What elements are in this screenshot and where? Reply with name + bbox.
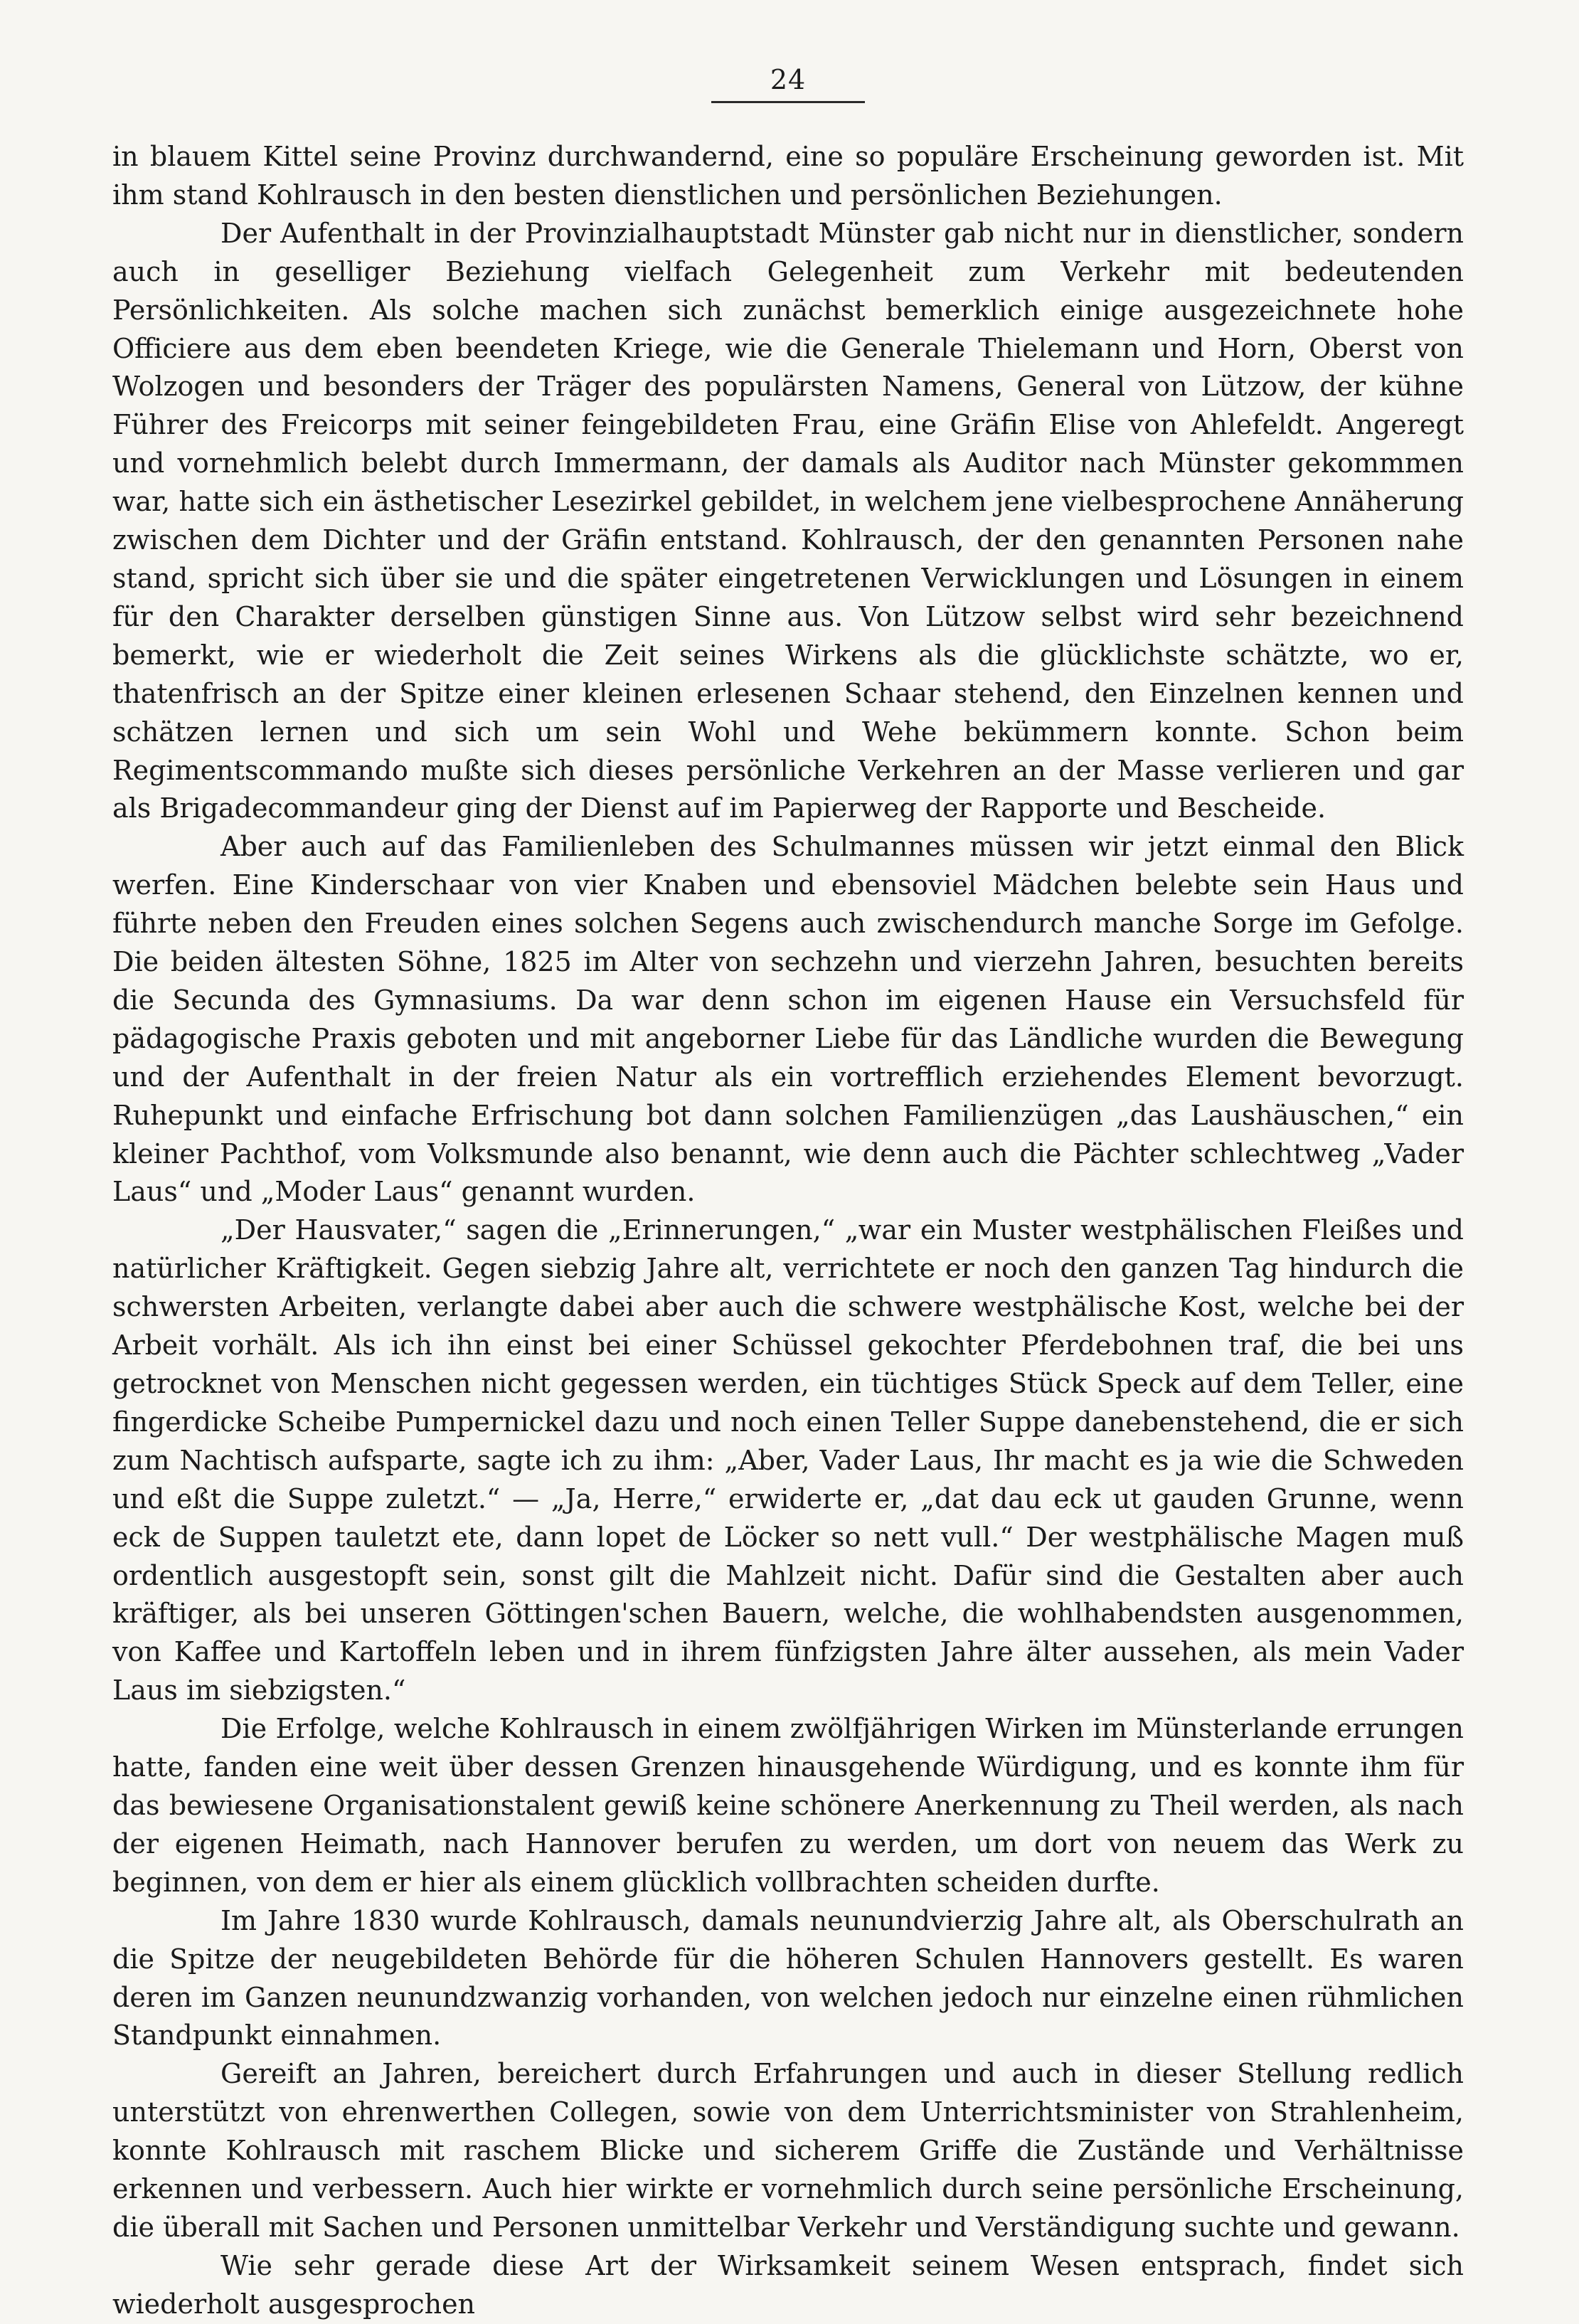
paragraph-1: in blauem Kittel seine Provinz durchwandernd, eine so populäre Erscheinung geworden ist. Mit ihm stand Kohlrausch in den besten dienstlichen und persönlichen Beziehungen. (112, 141, 1464, 211)
page-number-rule (711, 101, 865, 103)
paragraph-6: Im Jahre 1830 wurde Kohlrausch, damals neunundvierzig Jahre alt, als Oberschulrath an die Spitze der neugebildeten Behörde für die höheren Schulen Hannovers gestellt. Es waren deren im Ganzen neunundzwanzig vorhanden, von welchen jedoch nur einzelne einen rühmlichen Standpunkt einnahmen. (112, 1904, 1464, 2052)
page-number: 24 (770, 64, 807, 95)
paragraph-4: „Der Hausvater,“ sagen die „Erinnerungen,“ „war ein Muster westphälischen Fleißes und natürlicher Kräftigkeit. Gegen siebzig Jahre alt, verrichtete er noch den ganzen Tag hindurch die schwersten Arbeiten, verlangte dabei aber auch die schwere westphälische Kost, welche bei der Arbeit vorhält. Als ich ihn einst bei einer Schüssel gekochter Pferdebohnen traf, die bei uns getrocknet von Menschen nicht gegessen werden, ein tüchtiges Stück Speck auf dem Teller, eine fingerdicke Scheibe Pumpernickel dazu und noch einen Teller Suppe danebenstehend, die er sich zum Nachtisch aufsparte, sagte ich zu ihm: „Aber, Vader Laus, Ihr macht es ja wie die Schweden und eßt die Suppe zuletzt.“ — „Ja, Herre,“ erwiderte er, „dat dau eck ut gauden Grunne, wenn eck de Suppen tauletzt ete, dann lopet de Löcker so nett vull.“ Der westphälische Magen muß ordentlich ausgestopft sein, sonst gilt die Mahlzeit nicht. Dafür sind die Gestalten aber auch kräftiger, als bei unseren Göttingen'schen Bauern, welche, die wohlhabendsten ausgenommen, von Kaffee und Kartoffeln leben und in ihrem fünfzigsten Jahre älter aussehen, als mein Vader Laus im siebzigsten.“ (112, 1214, 1464, 1707)
paragraph-2: Der Aufenthalt in der Provinzialhauptstadt Münster gab nicht nur in dienstlicher, sondern auch in geselliger Beziehung vielfach Gelegenheit zum Verkehr mit bedeutenden Persönlichkeiten. Als solche machen sich zunächst bemerklich einige ausgezeichnete hohe Officiere aus dem eben beendeten Kriege, wie die Generale Thielemann und Horn, Oberst von Wolzogen und besonders der Träger des populärsten Namens, General von Lützow, der kühne Führer des Freicorps mit seiner feingebildeten Frau, eine Gräfin Elise von Ahlefeldt. Angeregt und vornehmlich belebt durch Immermann, der damals als Auditor nach Münster gekommmen war, hatte sich ein ästhetischer Lesezirkel gebildet, in welchem jene vielbesprochene Annäherung zwischen dem Dichter und der Gräfin entstand. Kohlrausch, der den genannten Personen nahe stand, spricht sich über sie und die später eingetretenen Verwicklungen und Lösungen in einem für den Charakter derselben günstigen Sinne aus. Von Lützow selbst wird sehr bezeichnend bemerkt, wie er wiederholt die Zeit seines Wirkens als die glücklichste schätzte, wo er, thatenfrisch an der Spitze einer kleinen erlesenen Schaar stehend, den Einzelnen kennen und schätzen lernen und sich um sein Wohl und Wehe bekümmern konnte. Schon beim Regimentscommando mußte sich dieses persönliche Verkehren an der Masse verlieren und gar als Brigadecommandeur ging der Dienst auf im Papierweg der Rapporte und Bescheide. (112, 217, 1464, 824)
paragraph-5: Die Erfolge, welche Kohlrausch in einem zwölfjährigen Wirken im Münsterlande errungen hatte, fanden eine weit über dessen Grenzen hinausgehende Würdigung, und es konnte ihm für das bewiesene Organisationstalent gewiß keine schönere Anerkennung zu Theil werden, als nach der eigenen Heimath, nach Hannover berufen zu werden, um dort von neuem das Werk zu beginnen, von dem er hier als einem glücklich vollbrachten scheiden durfte. (112, 1713, 1464, 1898)
paragraph-8: Wie sehr gerade diese Art der Wirksamkeit seinem Wesen entsprach, findet sich wiederholt ausgesprochen (112, 2249, 1464, 2320)
paragraph-7: Gereift an Jahren, bereichert durch Erfahrungen und auch in dieser Stellung redlich unterstützt von ehrenwerthen Collegen, sowie von dem Unterrichtsminister von Strahlenheim, konnte Kohlrausch mit raschem Blicke und sicherem Griffe die Zustände und Verhältnisse erkennen und verbessern. Auch hier wirkte er vornehmlich durch seine persönliche Erscheinung, die überall mit Sachen und Personen unmittelbar Verkehr und Verständigung suchte und gewann. (112, 2058, 1464, 2243)
body-text (112, 138, 1464, 2324)
paragraph-3: Aber auch auf das Familienleben des Schulmannes müssen wir jetzt einmal den Blick werfen. Eine Kinderschaar von vier Knaben und ebensoviel Mädchen belebte sein Haus und führte neben den Freuden eines solchen Segens auch zwischendurch manche Sorge im Gefolge. Die beiden ältesten Söhne, 1825 im Alter von sechzehn und vierzehn Jahren, besuchten bereits die Secunda des Gymnasiums. Da war denn schon im eigenen Hause ein Versuchsfeld für pädagogische Praxis geboten und mit angeborner Liebe für das Ländliche wurden die Bewegung und der Aufenthalt in der freien Natur als ein vortrefflich erziehendes Element bevorzugt. Ruhepunkt und einfache Erfrischung bot dann solchen Familienzügen „das Laushäuschen,“ ein kleiner Pachthof, vom Volksmunde also benannt, wie denn auch die Pächter schlechtweg „Vader Laus“ und „Moder Laus“ genannt wurden. (112, 831, 1464, 1208)
